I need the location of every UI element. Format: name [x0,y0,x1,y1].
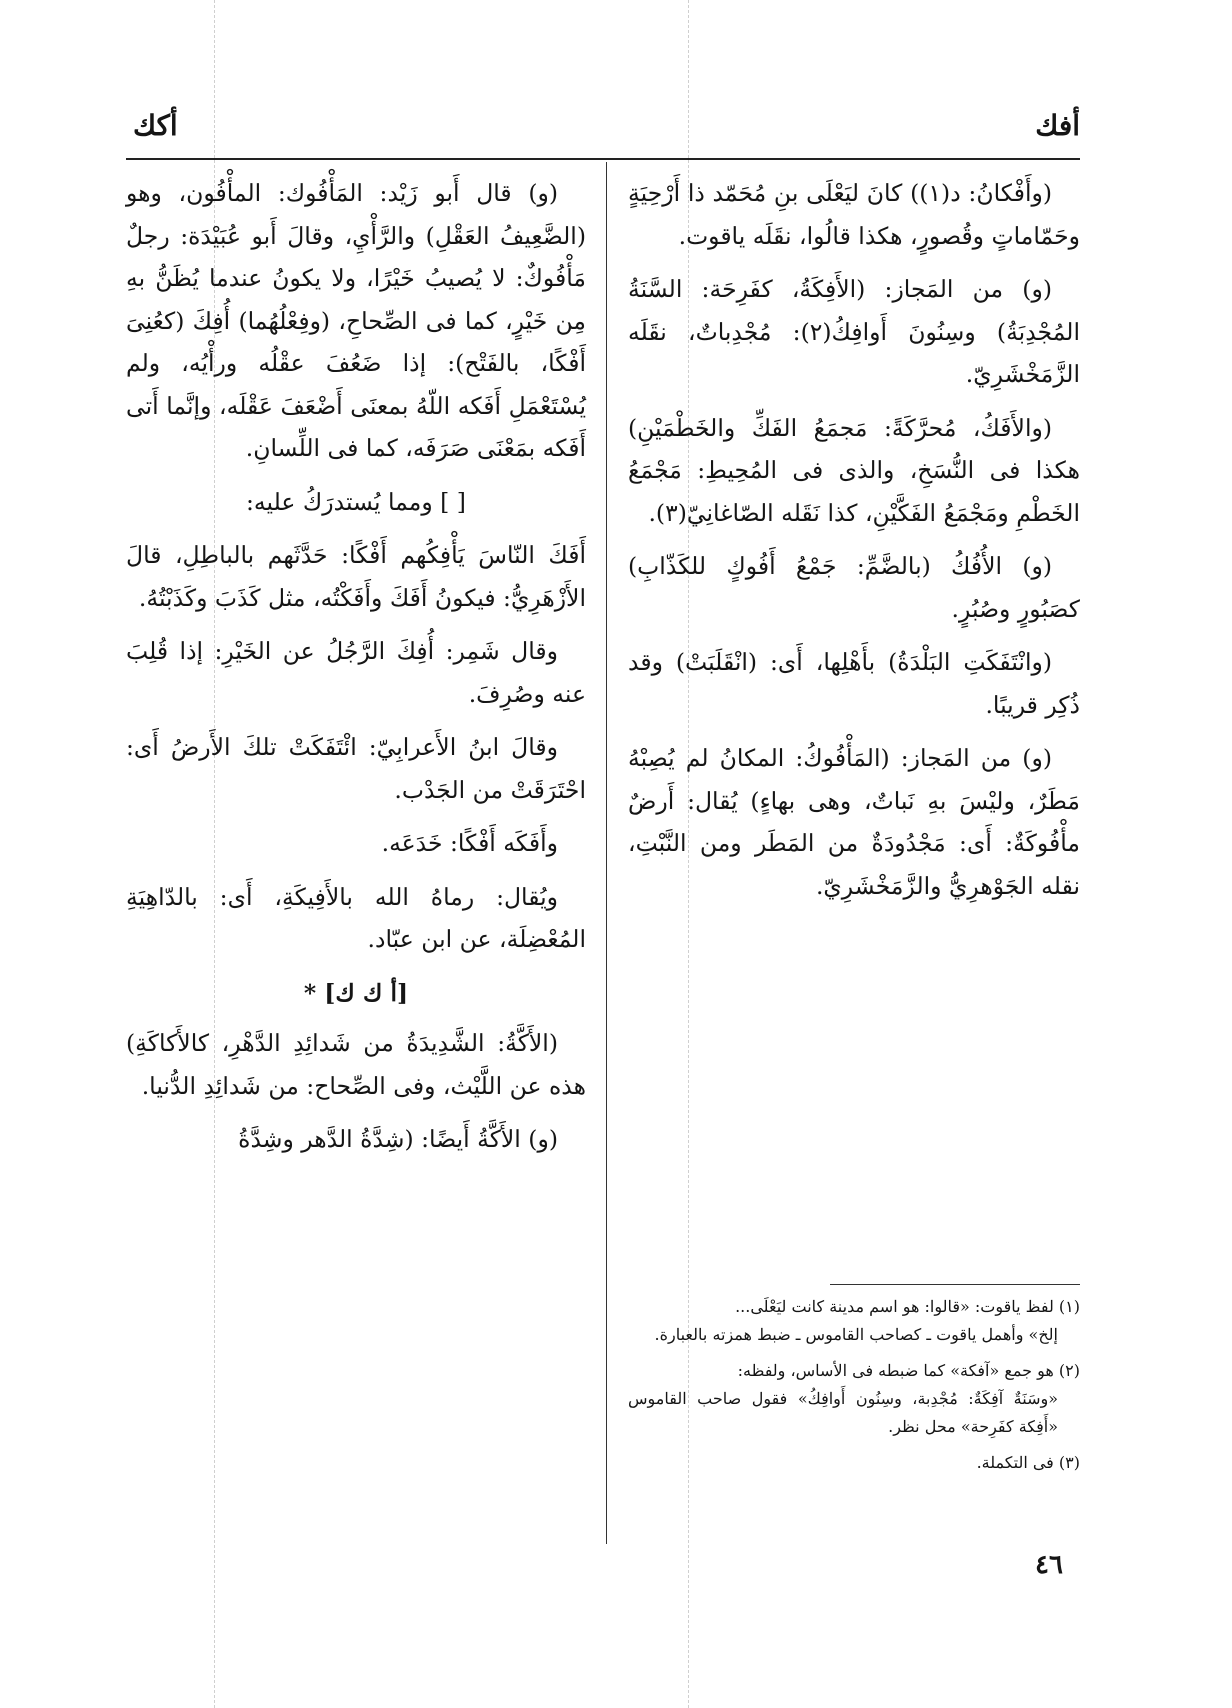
addendum-title: [ ] ومما يُستدرَكُ عليه: [246,487,466,516]
entry-paragraph: ويُقال: رماهُ الله بالأَفِيكَةِ، أَى: بالدّاهِيَةِ المُعْضِلَة، عن ابن عبّاد. [126,882,586,953]
footnote-first-line: (٢) هو جمع «آفكة» كما ضبطه فى الأساس، ولفظه: [737,1361,1080,1380]
entry-paragraph: (وانْتَفَكَتِ البَلْدَةُ) بأَهْلِها، أَى: (انْقَلَبَتْ) وقد ذُكِر قريبًا. [628,648,1080,719]
entry-paragraph: (و) الأَكَّةُ أَيضًا: (شِدَّةُ الدَّهر وشِدَّةُ [238,1125,558,1153]
entry-heading: [أ ك ك] * [303,978,409,1007]
footnote-continuation: «وسَنَةٌ آفِكَةٌ: مُجْدِبة، وسِنُون أَوافِكُ» فقول صاحب القاموس «أَفِكة كفَرِحة» محل نظر. [628,1389,1059,1436]
entry-paragraph: (والأَفَكُ، مُحرَّكَةً: مَجمَعُ الفَكِّ والخَطْمَيْنِ) هكذا فى النُّسَخِ، والذى فى المُحِيطِ: مَجْمَعُ الخَطْمِ ومَجْمَعُ الفَكَّيْنِ، كذا نَقَله الصّاغانِيّ(٣). [628,413,1080,527]
entry-paragraph: أَفَكَ النّاسَ يَأْفِكُهم أَفْكًا: حَدَّثَهم بالباطِلِ، قالَ الأَزْهَرِيُّ: فيكونُ أَفَكَ وأَفَكْتُه، مثل كَذَبَ وكَذَبْتُهُ. [126,541,586,612]
footnote-first-line: (١) لفظ ياقوت: «قالوا: هو اسم مدينة كانت ليَعْلَى... [735,1297,1080,1316]
footnote [628,1357,1080,1441]
entry-paragraph: وقالَ ابنُ الأَعرابِيّ: ائْتَفَكَتْ تلكَ الأَرضُ أَى: احْتَرَقَتْ من الجَدْب. [126,733,586,804]
entry-paragraph: (و) الأُفُكُ (بالضَّمِّ: جَمْعُ أَفُوكٍ للكَذّابِ) كصَبُورٍ وصُبُرٍ. [628,552,1080,623]
footnote-rule [830,1284,1080,1285]
entry-paragraph: (و) قال أَبو زَيْد: المَأْفُوك: المأْفُون، وهو (الضَّعِيفُ العَقْلِ) والرَّأْيِ، وقالَ أَبو عُبَيْدَة: رجلٌ مَأْفُوكٌ: لا يُصيبُ خَيْرًا، ولا يكونُ عندما يُظَنُّ بهِ مِن خَيْرٍ، كما فى الصِّحاحِ، (وفِعْلُهُما) أُفِكَ (كعُنِىَ أَفْكًا، بالفَتْح): إذا ضَعُفَ عقْلُه ورأْيُه، ولم يُسْتَعْمَلِ أَفَكه اللّهُ بمعنَى أَضْعَفَ عَقْلَه، وإنَّما أَتى أَفَكه بمَعْنَى صَرَفَه، كما فى اللِّسانِ. [126,179,586,462]
header-rule [126,158,1080,160]
entry-paragraph: (الأَكَّةُ: الشَّدِيدَةُ من شَدائِدِ الدَّهْرِ، كالأَكاكَةِ) هذه عن اللَّيْث، وفى الصِّحاح: من شَدائِدِ الدُّنيا. [126,1029,586,1100]
running-header-left: أكك [133,109,178,142]
entry-paragraph: (وأَفْكانُ: د(١)) كانَ ليَعْلَى بنِ مُحَمّد ذا أَرْحِيَةٍ وحَمّاماتٍ وقُصورٍ، هكذا قالُوا، نقَلَه ياقوت. [628,179,1080,250]
page-number: ٤٦ [1035,1550,1063,1580]
footnote-first-line: (٣) فى التكملة. [976,1453,1080,1472]
entry-paragraph: وأَفَكَه أَفْكًا: خَدَعَه. [381,829,558,857]
footnotes [628,1293,1080,1485]
column-divider [606,162,607,1544]
right-column [628,172,1080,918]
entry-paragraph: وقال شَمِر: أُفِكَ الرَّجُلُ عن الخَيْرِ: إذا قُلِبَ عنه وصُرِفَ. [126,637,586,708]
entry-paragraph: (و) من المَجاز: (الأَفِكَةُ، كفَرِحَة: السَّنَةُ المُجْدِبَةُ) وسِنُونَ أَوافِكُ(٢): مُجْدِباتٌ، نقَلَه الزَّمَخْشَرِيّ. [628,275,1080,388]
left-column [126,172,586,1172]
running-header-right: أفك [1035,109,1080,142]
footnote-continuation: إلخ» وأهمل ياقوت ـ كصاحب القاموس ـ ضبط همزته بالعبارة. [654,1325,1058,1344]
entry-paragraph: (و) من المَجاز: (المَأْفُوكُ: المكانُ لم يُصِبْهُ مَطَرٌ، وليْسَ بهِ نَباتٌ، وهى بهاءٍ) يُقال: أَرضٌ مأْفُوكَةٌ: أَى: مَجْدُودَةٌ من المَطَر ومن النَّبْتِ، نقله الجَوْهرِيُّ والزَّمَخْشَرِيّ. [628,744,1080,900]
footnote [628,1293,1080,1349]
footnote [628,1449,1080,1477]
